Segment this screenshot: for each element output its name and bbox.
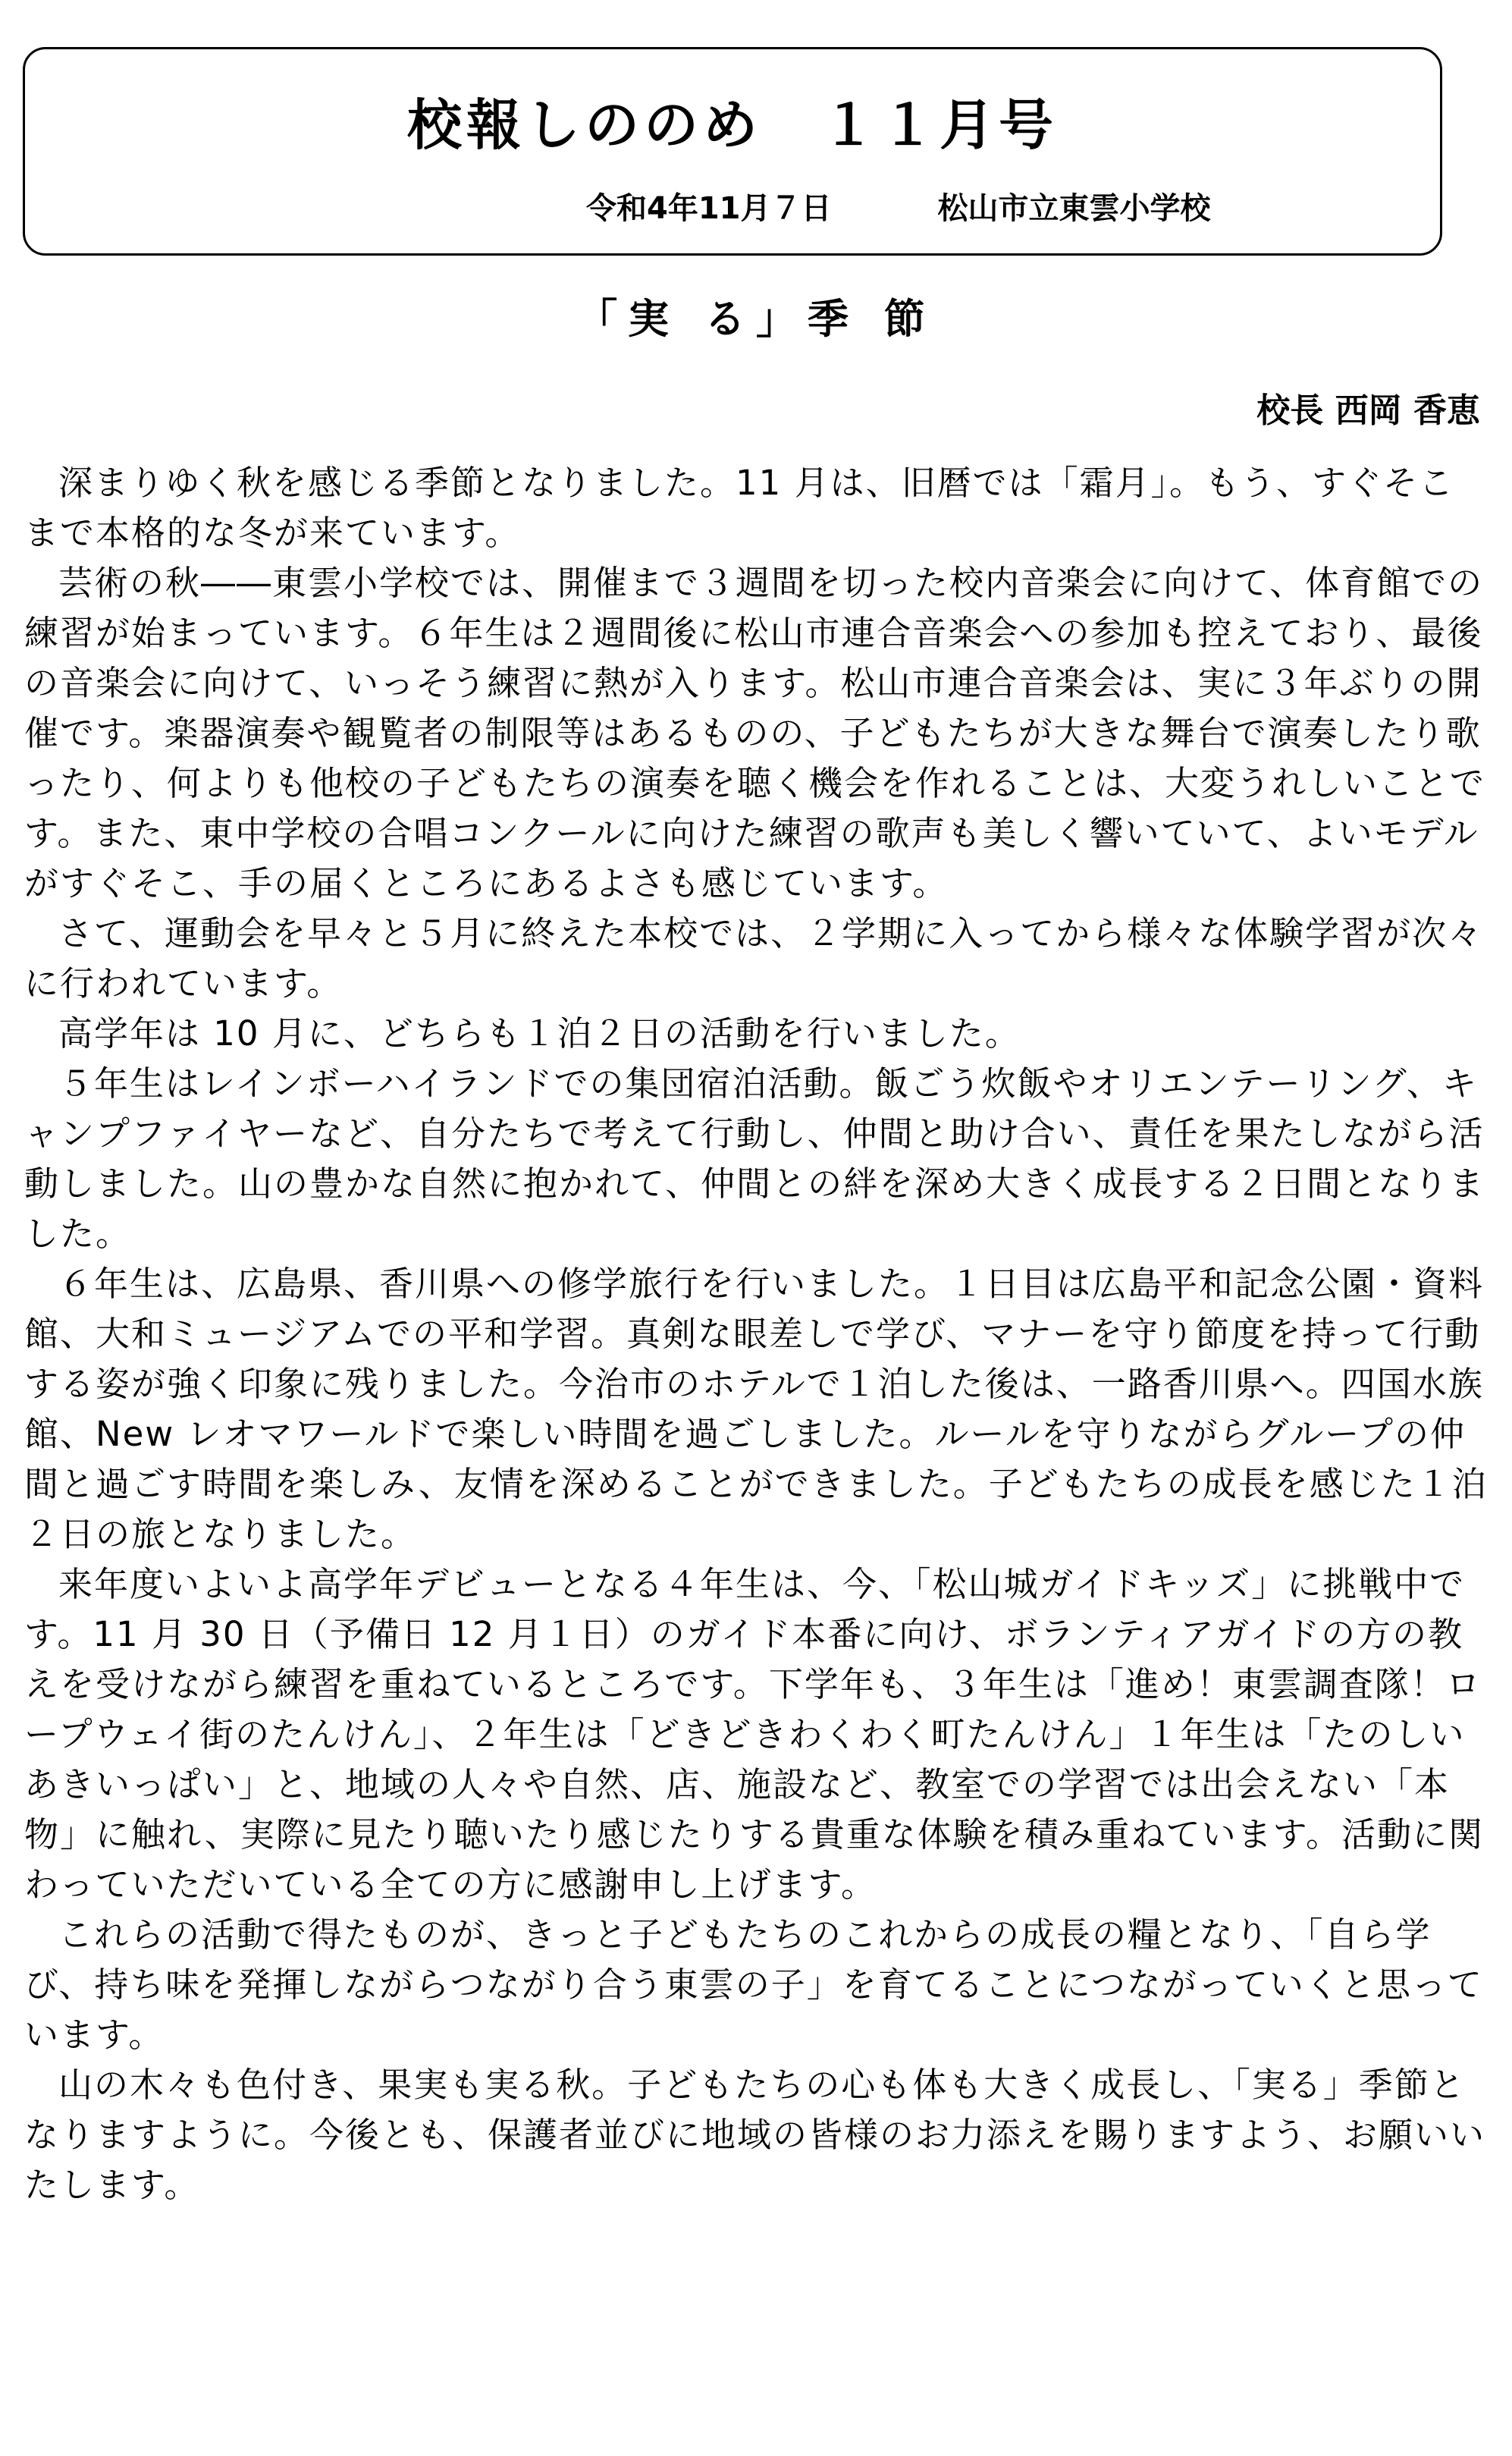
- paragraph: 芸術の秋――東雲小学校では、開催まで３週間を切った校内音楽会に向けて、体育館での練習が始まっています。６年生は２週間後に松山市連合音楽会への参加も控えており、最後の音楽会に向けて、いっそう練習に熱が入ります。松山市連合音楽会は、実に３年ぶりの開催です。楽器演奏や観覧者の制限等はあるものの、子どもたちが大きな舞台で演奏したり歌ったり、何よりも他校の子どもたちの演奏を聴く機会を作れることは、大変うれしいことです。また、東中学校の合唱コンクールに向けた練習の歌声も美しく響いていて、よいモデルがすぐそこ、手の届くところにあるよさも感じています。: [24, 563, 1486, 903]
- issue-date: 令和4年11月７日: [586, 191, 832, 226]
- paragraph: これらの活動で得たものが、きっと子どもたちのこれからの成長の糧となり、「自ら学び、持ち味を発揮しながらつながり合う東雲の子」を育てることにつながっていくと思っています。: [24, 1914, 1483, 2055]
- header-meta: [586, 184, 1211, 228]
- article-author: 校長 西岡 香恵: [1256, 391, 1480, 430]
- paragraph: 来年度いよいよ高学年デビューとなる４年生は、今、「松山城ガイドキッズ」に挑戦中です。11 月 30 日（予備日 12 月１日）のガイド本番に向け、ボランティアガイドの方の教えを受けながら練習を重ねているところです。下学年も、３年生は「進め！東雲調査隊！ロープウェイ街のたんけん」、２年生は「どきどきわくわく町たんけん」１年生は「たのしいあきいっぱい」と、地域の人々や自然、店、施設など、教室での学習では出会えない「本物」に触れ、実際に見たり聴いたり感じたりする貴重な体験を積み重ねています。活動に関わっていただいている全ての方に感謝申し上げます。: [24, 1564, 1484, 1905]
- article-body: [24, 458, 1488, 2210]
- paragraph: ５年生はレインボーハイランドでの集団宿泊活動。飯ごう炊飯やオリエンテーリング、キャンプファイヤーなど、自分たちで考えて行動し、仲間と助け合い、責任を果たしながら活動しました。山の豊かな自然に抱かれて、仲間との絆を深め大きく成長する２日間となりました。: [24, 1063, 1485, 1254]
- paragraph: 高学年は 10 月に、どちらも１泊２日の活動を行いました。: [58, 1013, 1021, 1054]
- paragraph: ６年生は、広島県、香川県への修学旅行を行いました。１日目は広島平和記念公園・資料館、大和ミュージアムでの平和学習。真剣な眼差しで学び、マナーを守り節度を持って行動する姿が強く印象に残りました。今治市のホテルで１泊した後は、一路香川県へ。四国水族館、New レオマワールドで楽しい時間を過ごしました。ルールを守りながらグループの仲間と過ごす時間を楽しみ、友情を深めることができました。子どもたちの成長を感じた１泊２日の旅となりました。: [24, 1264, 1488, 1554]
- newsletter-header: [23, 47, 1442, 256]
- school-name: 松山市立東雲小学校: [937, 191, 1211, 226]
- paragraph: さて、運動会を早々と５月に終えた本校では、２学期に入ってから様々な体験学習が次々に行われています。: [24, 913, 1484, 1003]
- newsletter-title: 校報しののめ １１月号: [406, 93, 1058, 157]
- article-title: 「実 る」季 節: [576, 295, 936, 343]
- paragraph: 山の木々も色付き、果実も実る秋。子どもたちの心も体も大きく成長し、「実る」季節となりますように。今後とも、保護者並びに地域の皆様のお力添えを賜りますよう、お願いいたします。: [24, 2065, 1486, 2205]
- paragraph: 深まりゆく秋を感じる季節となりました。11 月は、旧暦では「霜月」。もう、すぐそこまで本格的な冬が来ています。: [24, 463, 1455, 553]
